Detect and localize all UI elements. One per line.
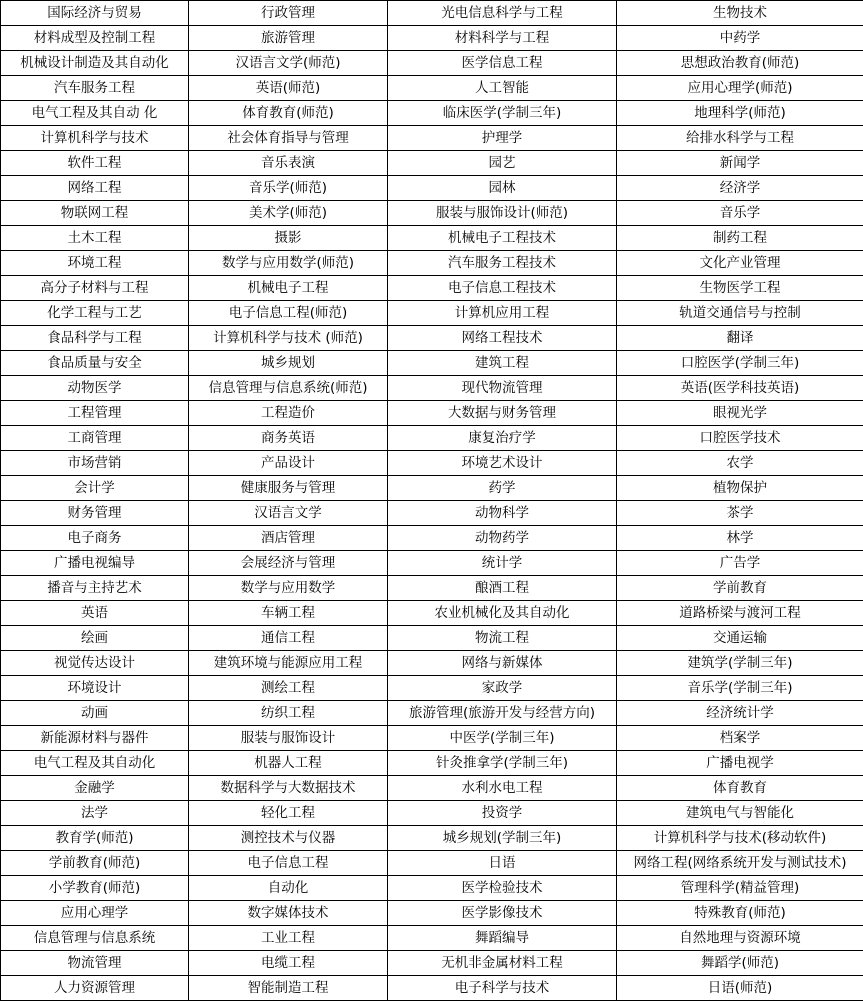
table-row xyxy=(1,101,863,126)
major-cell: 轨道交通信号与控制 xyxy=(617,301,863,326)
table-row xyxy=(1,276,863,301)
table-row xyxy=(1,76,863,101)
major-cell: 茶学 xyxy=(617,501,863,526)
major-cell: 网络工程技术 xyxy=(388,326,617,351)
major-cell: 物流管理 xyxy=(1,951,189,976)
table-row xyxy=(1,351,863,376)
major-cell: 医学信息工程 xyxy=(388,51,617,76)
major-cell: 计算机科学与技术 (师范) xyxy=(189,326,388,351)
major-cell: 旅游管理 xyxy=(189,26,388,51)
major-cell: 会展经济与管理 xyxy=(189,551,388,576)
major-cell: 光电信息科学与工程 xyxy=(388,1,617,26)
major-cell: 城乡规划(学制三年) xyxy=(388,826,617,851)
major-cell: 环境工程 xyxy=(1,251,189,276)
major-cell: 水利水电工程 xyxy=(388,776,617,801)
major-cell: 动物药学 xyxy=(388,526,617,551)
major-cell: 体育教育(师范) xyxy=(189,101,388,126)
major-cell: 学前教育(师范) xyxy=(1,851,189,876)
major-cell: 中药学 xyxy=(617,26,863,51)
major-cell: 国际经济与贸易 xyxy=(1,1,189,26)
major-cell: 体育教育 xyxy=(617,776,863,801)
major-cell: 家政学 xyxy=(388,676,617,701)
major-cell: 思想政治教育(师范) xyxy=(617,51,863,76)
major-cell: 动物医学 xyxy=(1,376,189,401)
major-cell: 计算机科学与技术(移动软件) xyxy=(617,826,863,851)
table-row xyxy=(1,951,863,976)
major-cell: 医学检验技术 xyxy=(388,876,617,901)
major-cell: 网络工程 xyxy=(1,176,189,201)
major-cell: 信息管理与信息系统 xyxy=(1,926,189,951)
majors-table-body xyxy=(1,1,863,1001)
major-cell: 园林 xyxy=(388,176,617,201)
major-cell: 药学 xyxy=(388,476,617,501)
major-cell: 会计学 xyxy=(1,476,189,501)
major-cell: 化学工程与工艺 xyxy=(1,301,189,326)
major-cell: 电气工程及其自动 化 xyxy=(1,101,189,126)
major-cell: 应用心理学 xyxy=(1,901,189,926)
major-cell: 建筑工程 xyxy=(388,351,617,376)
major-cell: 经济统计学 xyxy=(617,701,863,726)
table-row xyxy=(1,451,863,476)
table-row xyxy=(1,701,863,726)
table-row xyxy=(1,201,863,226)
major-cell: 翻译 xyxy=(617,326,863,351)
major-cell: 服装与服饰设计(师范) xyxy=(388,201,617,226)
major-cell: 视觉传达设计 xyxy=(1,651,189,676)
major-cell: 数字媒体技术 xyxy=(189,901,388,926)
table-row xyxy=(1,726,863,751)
major-cell: 纺织工程 xyxy=(189,701,388,726)
major-cell: 电子科学与技术 xyxy=(388,976,617,1001)
table-row xyxy=(1,926,863,951)
major-cell: 新闻学 xyxy=(617,151,863,176)
major-cell: 广告学 xyxy=(617,551,863,576)
major-cell: 服装与服饰设计 xyxy=(189,726,388,751)
major-cell: 网络工程(网络系统开发与测试技术) xyxy=(617,851,863,876)
major-cell: 工商管理 xyxy=(1,426,189,451)
table-row xyxy=(1,1,863,26)
table-row xyxy=(1,801,863,826)
major-cell: 信息管理与信息系统(师范) xyxy=(189,376,388,401)
major-cell: 日语(师范) xyxy=(617,976,863,1001)
major-cell: 管理科学(精益管理) xyxy=(617,876,863,901)
table-row xyxy=(1,851,863,876)
table-row xyxy=(1,776,863,801)
major-cell: 电气工程及其自动化 xyxy=(1,751,189,776)
major-cell: 社会体育指导与管理 xyxy=(189,126,388,151)
major-cell: 软件工程 xyxy=(1,151,189,176)
major-cell: 机器人工程 xyxy=(189,751,388,776)
major-cell: 动画 xyxy=(1,701,189,726)
major-cell: 文化产业管理 xyxy=(617,251,863,276)
major-cell: 机械设计制造及其自动化 xyxy=(1,51,189,76)
major-cell: 美术学(师范) xyxy=(189,201,388,226)
major-cell: 数学与应用数学 xyxy=(189,576,388,601)
major-cell: 农学 xyxy=(617,451,863,476)
major-cell: 工程造价 xyxy=(189,401,388,426)
major-cell: 广播电视编导 xyxy=(1,551,189,576)
major-cell: 生物技术 xyxy=(617,1,863,26)
major-cell: 商务英语 xyxy=(189,426,388,451)
major-cell: 智能制造工程 xyxy=(189,976,388,1001)
major-cell: 城乡规划 xyxy=(189,351,388,376)
major-cell: 工业工程 xyxy=(189,926,388,951)
major-cell: 数据科学与大数据技术 xyxy=(189,776,388,801)
major-cell: 网络与新媒体 xyxy=(388,651,617,676)
table-row xyxy=(1,576,863,601)
major-cell: 机械电子工程 xyxy=(189,276,388,301)
table-row xyxy=(1,476,863,501)
table-row xyxy=(1,676,863,701)
major-cell: 康复治疗学 xyxy=(388,426,617,451)
table-row xyxy=(1,251,863,276)
major-cell: 应用心理学(师范) xyxy=(617,76,863,101)
major-cell: 电子信息工程(师范) xyxy=(189,301,388,326)
table-row xyxy=(1,301,863,326)
major-cell: 制药工程 xyxy=(617,226,863,251)
table-row xyxy=(1,151,863,176)
major-cell: 交通运输 xyxy=(617,626,863,651)
major-cell: 自然地理与资源环境 xyxy=(617,926,863,951)
major-cell: 护理学 xyxy=(388,126,617,151)
major-cell: 日语 xyxy=(388,851,617,876)
major-cell: 农业机械化及其自动化 xyxy=(388,601,617,626)
major-cell: 行政管理 xyxy=(189,1,388,26)
major-cell: 播音与主持艺术 xyxy=(1,576,189,601)
major-cell: 市场营销 xyxy=(1,451,189,476)
major-cell: 数学与应用数学(师范) xyxy=(189,251,388,276)
major-cell: 建筑环境与能源应用工程 xyxy=(189,651,388,676)
major-cell: 健康服务与管理 xyxy=(189,476,388,501)
table-row xyxy=(1,876,863,901)
major-cell: 音乐学 xyxy=(617,201,863,226)
table-row xyxy=(1,826,863,851)
major-cell: 道路桥梁与渡河工程 xyxy=(617,601,863,626)
major-cell: 口腔医学(学制三年) xyxy=(617,351,863,376)
major-cell: 教育学(师范) xyxy=(1,826,189,851)
major-cell: 汽车服务工程技术 xyxy=(388,251,617,276)
major-cell: 档案学 xyxy=(617,726,863,751)
major-cell: 电子信息工程技术 xyxy=(388,276,617,301)
table-row xyxy=(1,901,863,926)
major-cell: 物流工程 xyxy=(388,626,617,651)
major-cell: 土木工程 xyxy=(1,226,189,251)
major-cell: 音乐表演 xyxy=(189,151,388,176)
table-row xyxy=(1,501,863,526)
major-cell: 植物保护 xyxy=(617,476,863,501)
major-cell: 经济学 xyxy=(617,176,863,201)
major-cell: 物联网工程 xyxy=(1,201,189,226)
major-cell: 舞蹈编导 xyxy=(388,926,617,951)
table-row xyxy=(1,176,863,201)
major-cell: 工程管理 xyxy=(1,401,189,426)
major-cell: 电子信息工程 xyxy=(189,851,388,876)
major-cell: 车辆工程 xyxy=(189,601,388,626)
table-row xyxy=(1,626,863,651)
major-cell: 学前教育 xyxy=(617,576,863,601)
major-cell: 财务管理 xyxy=(1,501,189,526)
major-cell: 计算机科学与技术 xyxy=(1,126,189,151)
major-cell: 针灸推拿学(学制三年) xyxy=(388,751,617,776)
major-cell: 汽车服务工程 xyxy=(1,76,189,101)
major-cell: 电子商务 xyxy=(1,526,189,551)
major-cell: 地理科学(师范) xyxy=(617,101,863,126)
major-cell: 人工智能 xyxy=(388,76,617,101)
major-cell: 英语(医学科技英语) xyxy=(617,376,863,401)
major-cell: 建筑电气与智能化 xyxy=(617,801,863,826)
major-cell: 汉语言文学(师范) xyxy=(189,51,388,76)
table-row xyxy=(1,376,863,401)
major-cell: 动物科学 xyxy=(388,501,617,526)
major-cell: 新能源材料与器件 xyxy=(1,726,189,751)
major-cell: 轻化工程 xyxy=(189,801,388,826)
major-cell: 通信工程 xyxy=(189,626,388,651)
table-row xyxy=(1,401,863,426)
major-cell: 音乐学(学制三年) xyxy=(617,676,863,701)
major-cell: 中医学(学制三年) xyxy=(388,726,617,751)
major-cell: 环境设计 xyxy=(1,676,189,701)
major-cell: 绘画 xyxy=(1,626,189,651)
major-cell: 英语(师范) xyxy=(189,76,388,101)
major-cell: 摄影 xyxy=(189,226,388,251)
table-row xyxy=(1,526,863,551)
table-row xyxy=(1,651,863,676)
major-cell: 英语 xyxy=(1,601,189,626)
major-cell: 口腔医学技术 xyxy=(617,426,863,451)
major-cell: 人力资源管理 xyxy=(1,976,189,1001)
major-cell: 酒店管理 xyxy=(189,526,388,551)
major-cell: 法学 xyxy=(1,801,189,826)
major-cell: 林学 xyxy=(617,526,863,551)
major-cell: 现代物流管理 xyxy=(388,376,617,401)
major-cell: 机械电子工程技术 xyxy=(388,226,617,251)
major-cell: 旅游管理(旅游开发与经营方向) xyxy=(388,701,617,726)
major-cell: 产品设计 xyxy=(189,451,388,476)
major-cell: 测绘工程 xyxy=(189,676,388,701)
major-cell: 食品科学与工程 xyxy=(1,326,189,351)
major-cell: 眼视光学 xyxy=(617,401,863,426)
major-cell: 自动化 xyxy=(189,876,388,901)
major-cell: 小学教育(师范) xyxy=(1,876,189,901)
major-cell: 园艺 xyxy=(388,151,617,176)
table-row xyxy=(1,226,863,251)
major-cell: 电缆工程 xyxy=(189,951,388,976)
table-row xyxy=(1,551,863,576)
major-cell: 舞蹈学(师范) xyxy=(617,951,863,976)
major-cell: 环境艺术设计 xyxy=(388,451,617,476)
table-row xyxy=(1,51,863,76)
major-cell: 材料科学与工程 xyxy=(388,26,617,51)
table-row xyxy=(1,126,863,151)
major-cell: 食品质量与安全 xyxy=(1,351,189,376)
major-cell: 建筑学(学制三年) xyxy=(617,651,863,676)
major-cell: 给排水科学与工程 xyxy=(617,126,863,151)
major-cell: 材料成型及控制工程 xyxy=(1,26,189,51)
major-cell: 汉语言文学 xyxy=(189,501,388,526)
major-cell: 统计学 xyxy=(388,551,617,576)
table-row xyxy=(1,601,863,626)
major-cell: 音乐学(师范) xyxy=(189,176,388,201)
table-row xyxy=(1,326,863,351)
major-cell: 医学影像技术 xyxy=(388,901,617,926)
major-cell: 临床医学(学制三年) xyxy=(388,101,617,126)
major-cell: 无机非金属材料工程 xyxy=(388,951,617,976)
table-row xyxy=(1,26,863,51)
major-cell: 投资学 xyxy=(388,801,617,826)
major-cell: 高分子材料与工程 xyxy=(1,276,189,301)
table-row xyxy=(1,751,863,776)
major-cell: 测控技术与仪器 xyxy=(189,826,388,851)
table-row xyxy=(1,976,863,1001)
major-cell: 生物医学工程 xyxy=(617,276,863,301)
major-cell: 大数据与财务管理 xyxy=(388,401,617,426)
major-cell: 特殊教育(师范) xyxy=(617,901,863,926)
table-row xyxy=(1,426,863,451)
major-cell: 广播电视学 xyxy=(617,751,863,776)
major-cell: 酿酒工程 xyxy=(388,576,617,601)
major-cell: 金融学 xyxy=(1,776,189,801)
major-cell: 计算机应用工程 xyxy=(388,301,617,326)
